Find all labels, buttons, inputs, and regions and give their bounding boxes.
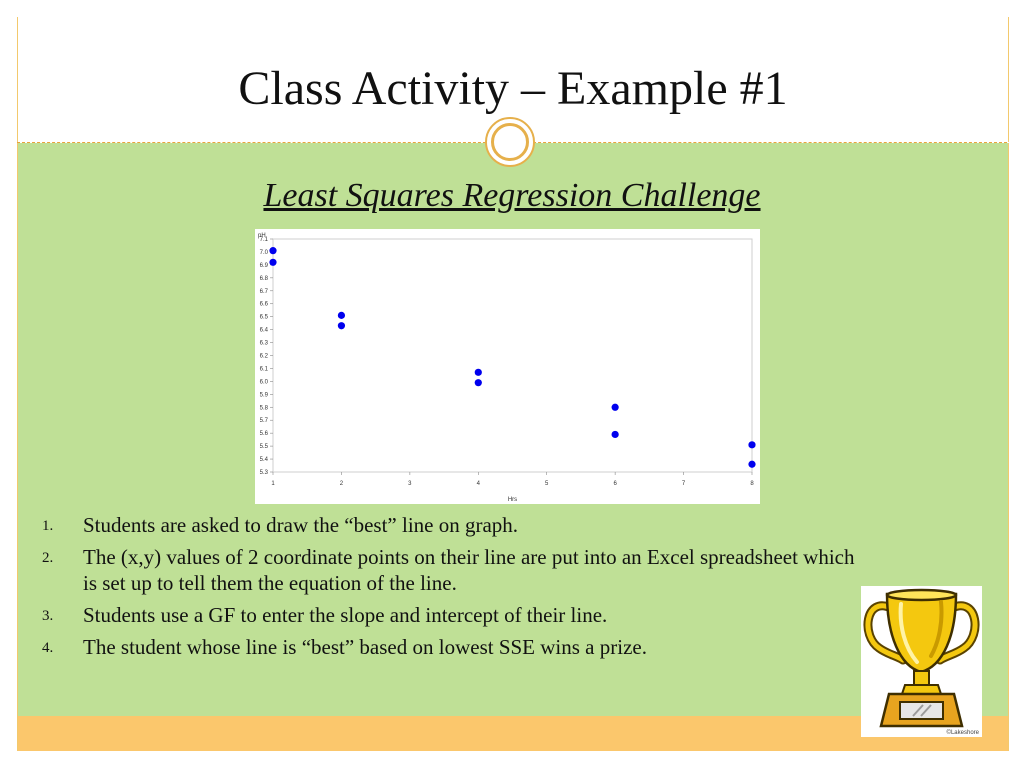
list-item-text: Students are asked to draw the “best” line on graph. <box>83 513 519 537</box>
slide-title: Class Activity – Example #1 <box>238 62 788 115</box>
y-tick-label: 6.7 <box>259 288 268 295</box>
y-tick-label: 5.6 <box>259 431 268 438</box>
x-tick-label: 5 <box>545 481 549 487</box>
x-tick-label: 1 <box>271 481 275 487</box>
y-axis-label: pH <box>258 233 266 239</box>
y-tick-label: 6.2 <box>259 353 268 360</box>
list-item-number: 3. <box>42 608 54 624</box>
list-item-number: 2. <box>42 550 54 566</box>
y-tick-label: 5.7 <box>259 418 268 425</box>
x-axis-label: Hrs <box>507 497 518 503</box>
slide-subtitle: Least Squares Regression Challenge <box>263 177 761 214</box>
data-point <box>338 322 345 329</box>
list-item <box>42 512 872 538</box>
y-tick-label: 7.1 <box>259 237 268 243</box>
list-item-text: The (x,y) values of 2 coordinate points on their line are put into an Excel spreadsheet which is set up to tell them the equation of the line. <box>83 545 855 595</box>
data-point <box>475 379 482 386</box>
y-tick-label: 6.6 <box>259 301 268 308</box>
data-point <box>612 404 619 411</box>
y-tick-label: 5.5 <box>259 444 268 451</box>
trophy-icon <box>861 586 982 737</box>
list-item <box>42 602 872 628</box>
data-point <box>338 312 345 319</box>
list-item <box>42 544 872 596</box>
ring-ornament-icon <box>485 117 535 167</box>
data-point <box>475 369 482 376</box>
x-tick-label: 8 <box>750 481 754 487</box>
image-caption: ©Lakeshore <box>946 730 979 736</box>
y-tick-label: 6.1 <box>259 366 268 373</box>
data-point <box>269 259 276 266</box>
y-tick-label: 5.3 <box>259 470 268 476</box>
x-tick-label: 6 <box>613 481 617 487</box>
y-tick-label: 5.9 <box>259 392 268 399</box>
list-item-number: 4. <box>42 640 54 656</box>
steps-list <box>42 512 872 666</box>
plot-frame <box>273 239 752 472</box>
y-tick-label: 6.5 <box>259 314 268 321</box>
list-item-number: 1. <box>42 518 54 534</box>
y-tick-label: 6.3 <box>259 340 268 347</box>
data-point <box>748 441 755 448</box>
list-item-text: Students use a GF to enter the slope and intercept of their line. <box>83 603 608 627</box>
list-item <box>42 634 872 660</box>
x-tick-label: 3 <box>408 481 412 487</box>
y-tick-label: 6.4 <box>259 327 268 334</box>
list-item-text: The student whose line is “best” based on lowest SSE wins a prize. <box>83 635 647 659</box>
data-point <box>269 247 276 254</box>
y-tick-label: 6.0 <box>259 379 268 386</box>
x-tick-label: 4 <box>476 481 480 487</box>
y-tick-label: 7.0 <box>259 249 268 256</box>
x-tick-label: 2 <box>339 481 344 487</box>
y-tick-label: 5.4 <box>259 457 268 464</box>
y-tick-label: 6.9 <box>259 262 268 269</box>
y-tick-label: 5.8 <box>259 405 268 412</box>
chart-svg <box>255 229 760 504</box>
trophy-image <box>861 586 982 737</box>
scatter-chart <box>255 229 760 504</box>
x-tick-label: 7 <box>681 481 686 487</box>
data-point <box>612 431 619 438</box>
data-point <box>748 461 755 468</box>
y-tick-label: 6.8 <box>259 275 268 282</box>
